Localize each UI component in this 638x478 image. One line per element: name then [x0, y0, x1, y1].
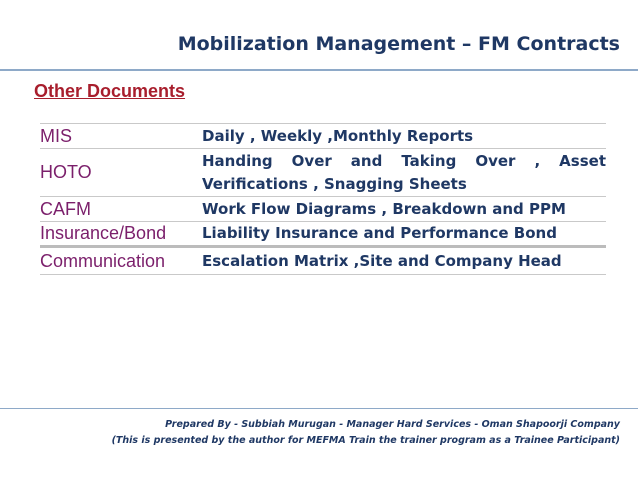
- table-row: [40, 149, 606, 197]
- row-description: Escalation Matrix ,Site and Company Head: [202, 247, 606, 275]
- row-description: Liability Insurance and Performance Bond: [202, 222, 606, 247]
- row-description: Handing Over and Taking Over , Asset Verifications , Snagging Sheets: [202, 149, 606, 197]
- row-label: MIS: [40, 124, 202, 149]
- table-row: [40, 247, 606, 275]
- row-label: Insurance/Bond: [40, 222, 202, 247]
- footer: [112, 417, 620, 449]
- row-description: Daily , Weekly ,Monthly Reports: [202, 124, 606, 149]
- row-label: HOTO: [40, 149, 202, 197]
- table-row: [40, 124, 606, 149]
- footer-disclaimer-line: (This is presented by the author for MEFMA Train the trainer program as a Trainee Participant): [111, 435, 620, 446]
- row-label: Communication: [40, 247, 202, 275]
- footer-divider: [0, 408, 638, 409]
- table-row: [40, 197, 606, 222]
- row-description: Work Flow Diagrams , Breakdown and PPM: [202, 197, 606, 222]
- table-row: [40, 222, 606, 247]
- title-divider: [0, 69, 638, 71]
- footer-author-line: Prepared By - Subbiah Murugan - Manager Hard Services - Oman Shapoorji Company: [165, 419, 620, 430]
- documents-table: [40, 123, 606, 275]
- section-heading: Other Documents: [34, 81, 186, 101]
- row-label: CAFM: [40, 197, 202, 222]
- slide-title: Mobilization Management – FM Contracts: [177, 33, 620, 55]
